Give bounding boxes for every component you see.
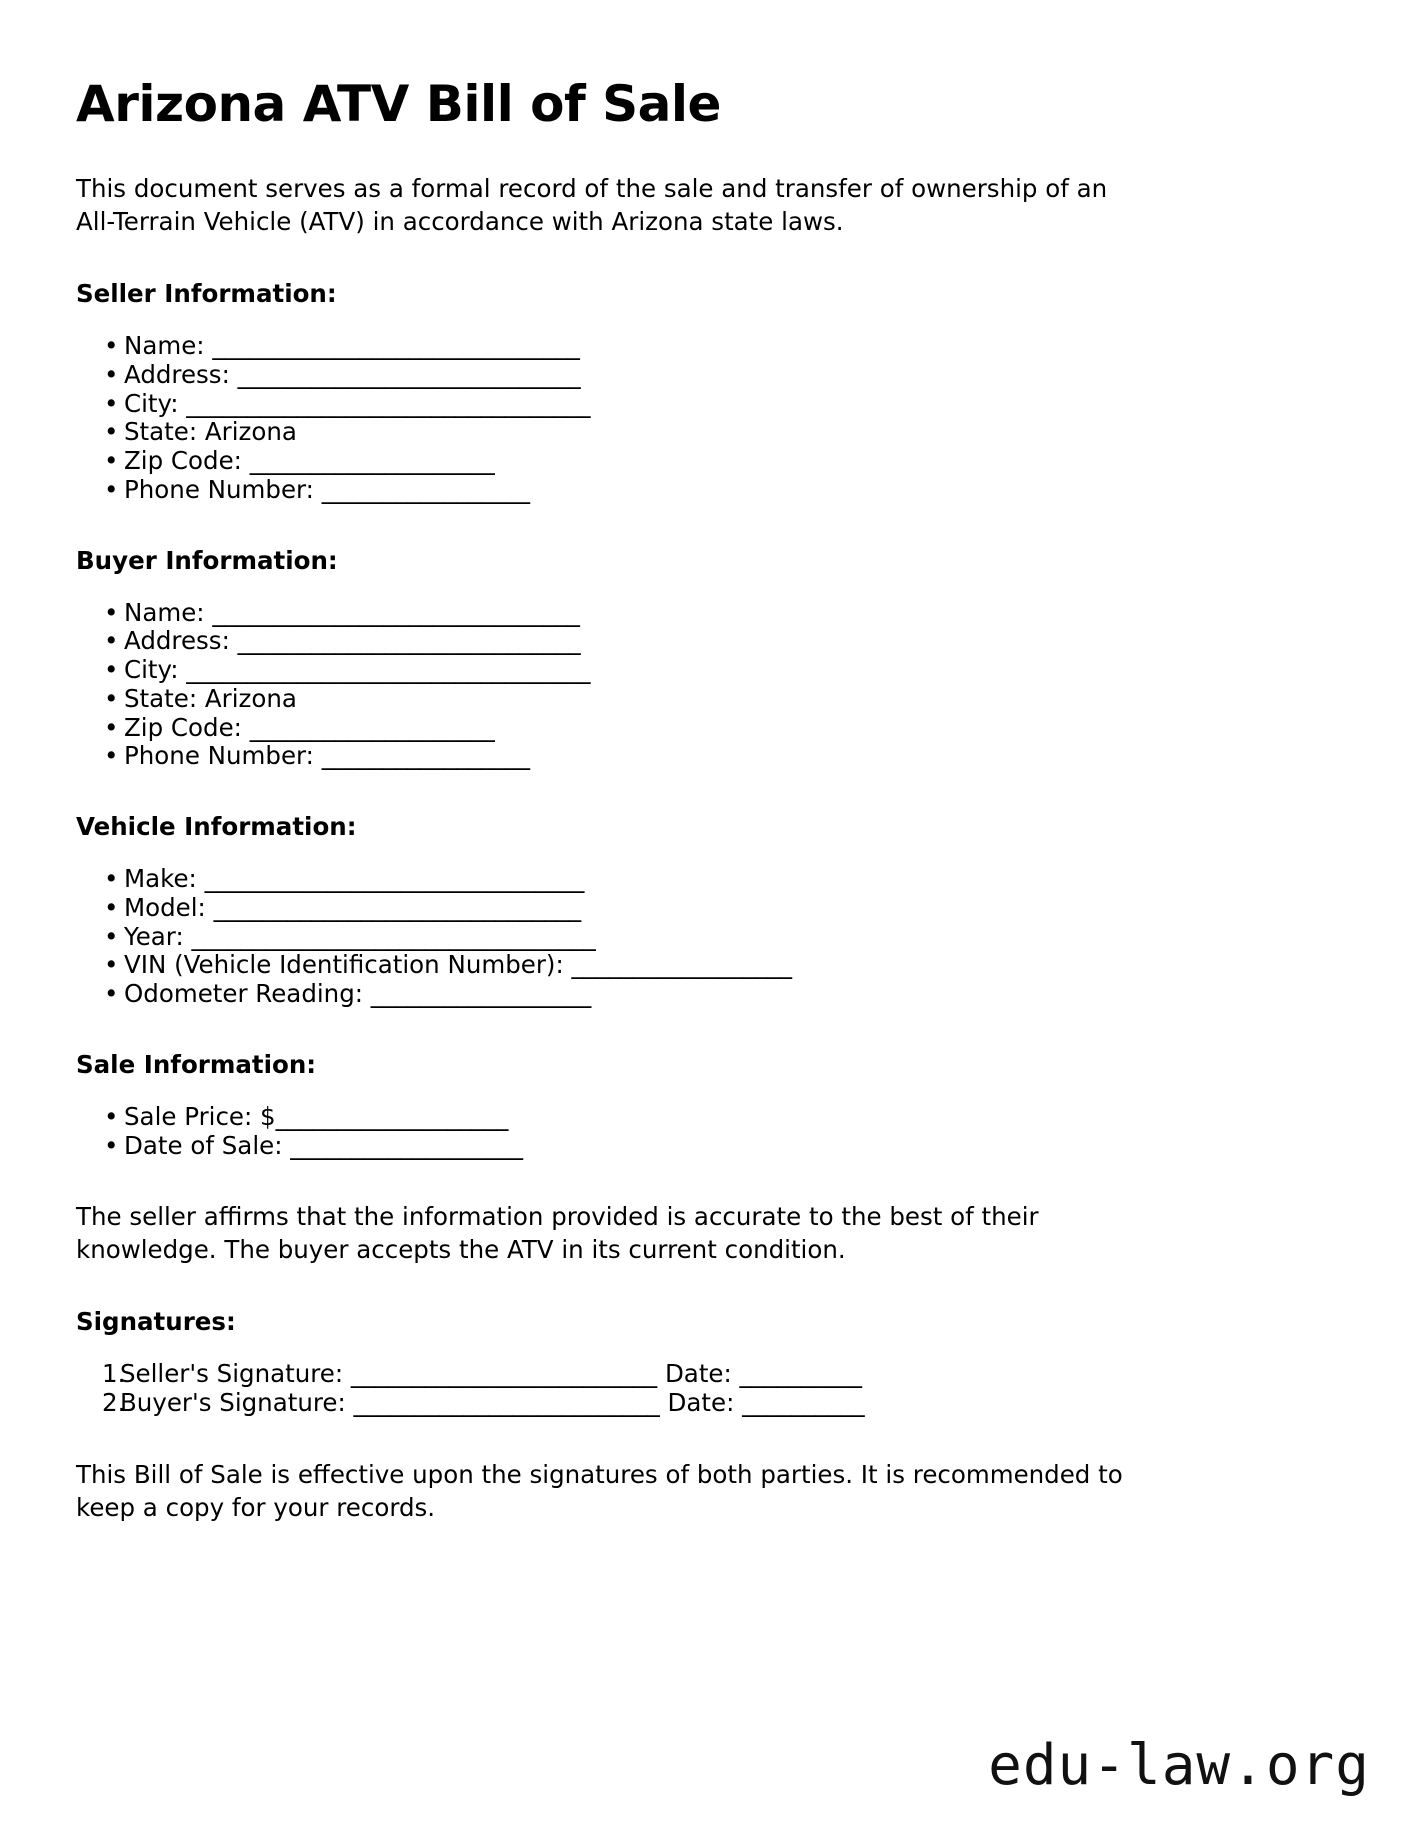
signature-line-buyer: Buyer's Signature: _________________________ Date: __________ <box>120 1388 865 1418</box>
vehicle-field-year: • Year: _________________________________ <box>76 923 1338 952</box>
buyer-field-state: • State: Arizona <box>76 685 1338 714</box>
seller-field-name: • Name: ______________________________ <box>76 332 1338 361</box>
vehicle-field-model: • Model: ______________________________ <box>76 894 1338 923</box>
signature-line-seller: Seller's Signature: _________________________ Date: __________ <box>120 1359 863 1389</box>
signature-list <box>76 1360 1338 1418</box>
signatures-heading: Signatures: <box>76 1307 236 1337</box>
sale-information-heading: Sale Information: <box>76 1049 317 1079</box>
vehicle-field-odometer-reading: • Odometer Reading: __________________ <box>76 980 1338 1009</box>
seller-field-list <box>76 332 1338 505</box>
buyer-field-zip-code: • Zip Code: ____________________ <box>76 714 1338 743</box>
buyer-field-list <box>76 599 1338 772</box>
site-brand-footer: edu-law.org <box>988 1733 1370 1798</box>
vehicle-information-heading: Vehicle Information: <box>76 812 357 842</box>
seller-field-phone-number: • Phone Number: _________________ <box>76 476 1338 505</box>
seller-field-state: • State: Arizona <box>76 418 1338 447</box>
intro-paragraph: This document serves as a formal record of the sale and transfer of ownership of an All-Terrain Vehicle (ATV) in accordance with Arizona state laws. <box>76 174 1108 237</box>
buyer-field-city: • City: _________________________________ <box>76 656 1338 685</box>
affirmation-paragraph: The seller affirms that the information provided is accurate to the best of their knowledge. The buyer accepts the ATV in its current condition. <box>76 1202 1039 1265</box>
buyer-field-name: • Name: ______________________________ <box>76 599 1338 628</box>
page-title: Arizona ATV Bill of Sale <box>76 75 721 133</box>
buyer-information-heading: Buyer Information: <box>76 545 338 575</box>
seller-field-zip-code: • Zip Code: ____________________ <box>76 447 1338 476</box>
buyer-field-phone-number: • Phone Number: _________________ <box>76 742 1338 771</box>
seller-field-address: • Address: ____________________________ <box>76 361 1338 390</box>
closing-paragraph: This Bill of Sale is effective upon the signatures of both parties. It is recommended to keep a copy for your records. <box>76 1459 1123 1522</box>
seller-information-heading: Seller Information: <box>76 279 337 309</box>
seller-field-city: • City: _________________________________ <box>76 390 1338 419</box>
vehicle-field-make: • Make: _______________________________ <box>76 865 1338 894</box>
vehicle-field-list <box>76 865 1338 1009</box>
sale-field-list <box>76 1103 1338 1161</box>
vehicle-field-vin: • VIN (Vehicle Identification Number): __________________ <box>76 951 1338 980</box>
buyer-field-address: • Address: ____________________________ <box>76 627 1338 656</box>
sale-field-date-of-sale: • Date of Sale: ___________________ <box>76 1132 1338 1161</box>
sale-field-sale-price: • Sale Price: $___________________ <box>76 1103 1338 1132</box>
